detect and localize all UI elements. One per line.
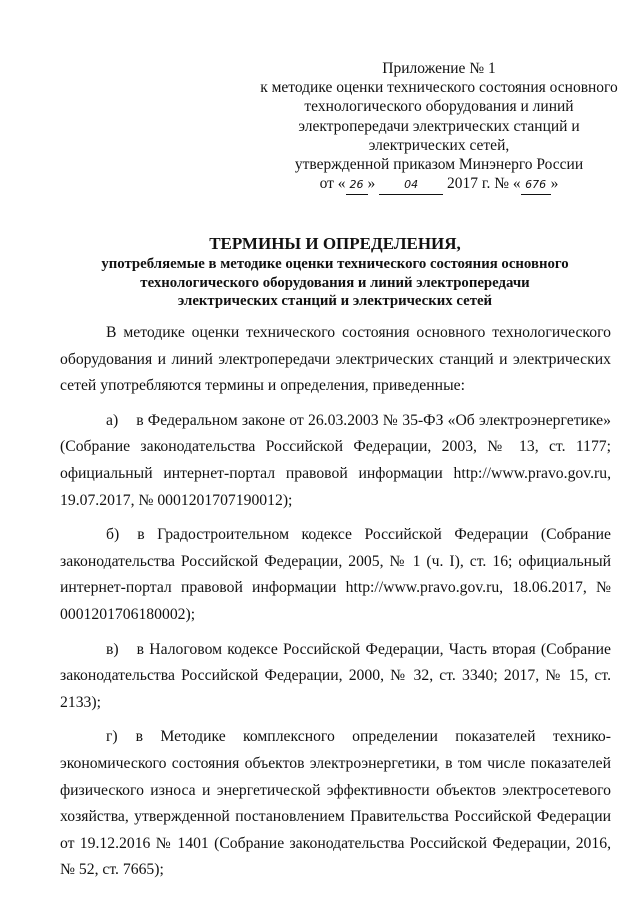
item-text: в Федеральном законе от 26.03.2003 № 35-ФЗ «Об электроэнергетике» (Собрание законодательства Российской Федерации, 2003, № 13, ст. 1177; официальный интернет-портал правовой информации http://www.pravo.gov.ru, 19.07.2017, № 0001201707190012); xyxy=(60,411,611,509)
title-subtitle-line: технологического оборудования и линий электропередачи xyxy=(140,274,530,291)
date-suffix: » xyxy=(550,175,559,193)
item-marker: а) xyxy=(106,411,119,429)
list-item xyxy=(60,408,611,514)
list-item xyxy=(60,637,611,717)
list-item xyxy=(60,522,611,628)
item-text: в Методике комплексного определении показателей технико-экономического состояния объектов электроэнергетики, в том числе показателей физического износа и энергетической эффективности объектов электросетевого хозяйства, утвержденной постановлением Правительства Российской Федерации от 19.12.2016 № 1401 (Собрание законодательства Российской Федерации, 2016, № 52, ст. 7665); xyxy=(60,728,611,879)
item-text: в Налоговом кодексе Российской Федерации, Часть вторая (Собрание законодательства Российской Федерации, 2000, № 32, ст. 3340; 2017, № 15, ст. 2133); xyxy=(60,640,611,711)
appendix-line: технологического оборудования и линий xyxy=(304,98,574,116)
appendix-date-line xyxy=(250,174,628,195)
date-mid: » xyxy=(367,175,376,193)
appendix-header xyxy=(250,59,628,195)
list-item xyxy=(60,724,611,884)
handwritten-order-number: 676 xyxy=(521,175,551,195)
item-text: в Градостроительном кодексе Российской Федерации (Собрание законодательства Российской Федерации, 2005, № 1 (ч. I), ст. 16; официальный интернет-портал правовой информации http://www.pravo.gov.ru, 18.06.2017, № 0001201706180002); xyxy=(60,526,611,623)
appendix-line: электрических сетей, xyxy=(368,136,510,154)
item-marker: б) xyxy=(106,526,120,544)
item-marker: в) xyxy=(106,640,119,658)
title-main: ТЕРМИНЫ И ОПРЕДЕЛЕНИЯ, xyxy=(209,234,461,253)
date-year: 2017 г. № « xyxy=(447,175,521,193)
handwritten-month: 04 xyxy=(379,175,443,195)
handwritten-day: 26 xyxy=(346,175,368,195)
item-marker: г) xyxy=(106,728,118,746)
appendix-number: Приложение № 1 xyxy=(382,60,496,77)
document-body xyxy=(60,320,611,884)
title-subtitle-line: употребляемые в методике оценки технического состояния основного xyxy=(101,256,569,272)
intro-paragraph: В методике оценки технического состояния основного технологического оборудования и линий электропередачи электрических станций и электрических сетей употребляются термины и определения, приведенные: xyxy=(60,324,611,395)
document-title xyxy=(40,233,630,311)
appendix-line: утвержденной приказом Минэнерго России xyxy=(294,156,584,174)
title-subtitle-line: электрических станций и электрических сетей xyxy=(177,293,493,309)
date-prefix: от « xyxy=(319,175,346,193)
appendix-line: к методике оценки технического состояния основного xyxy=(260,79,618,97)
appendix-line: электропередачи электрических станций и xyxy=(298,117,580,135)
